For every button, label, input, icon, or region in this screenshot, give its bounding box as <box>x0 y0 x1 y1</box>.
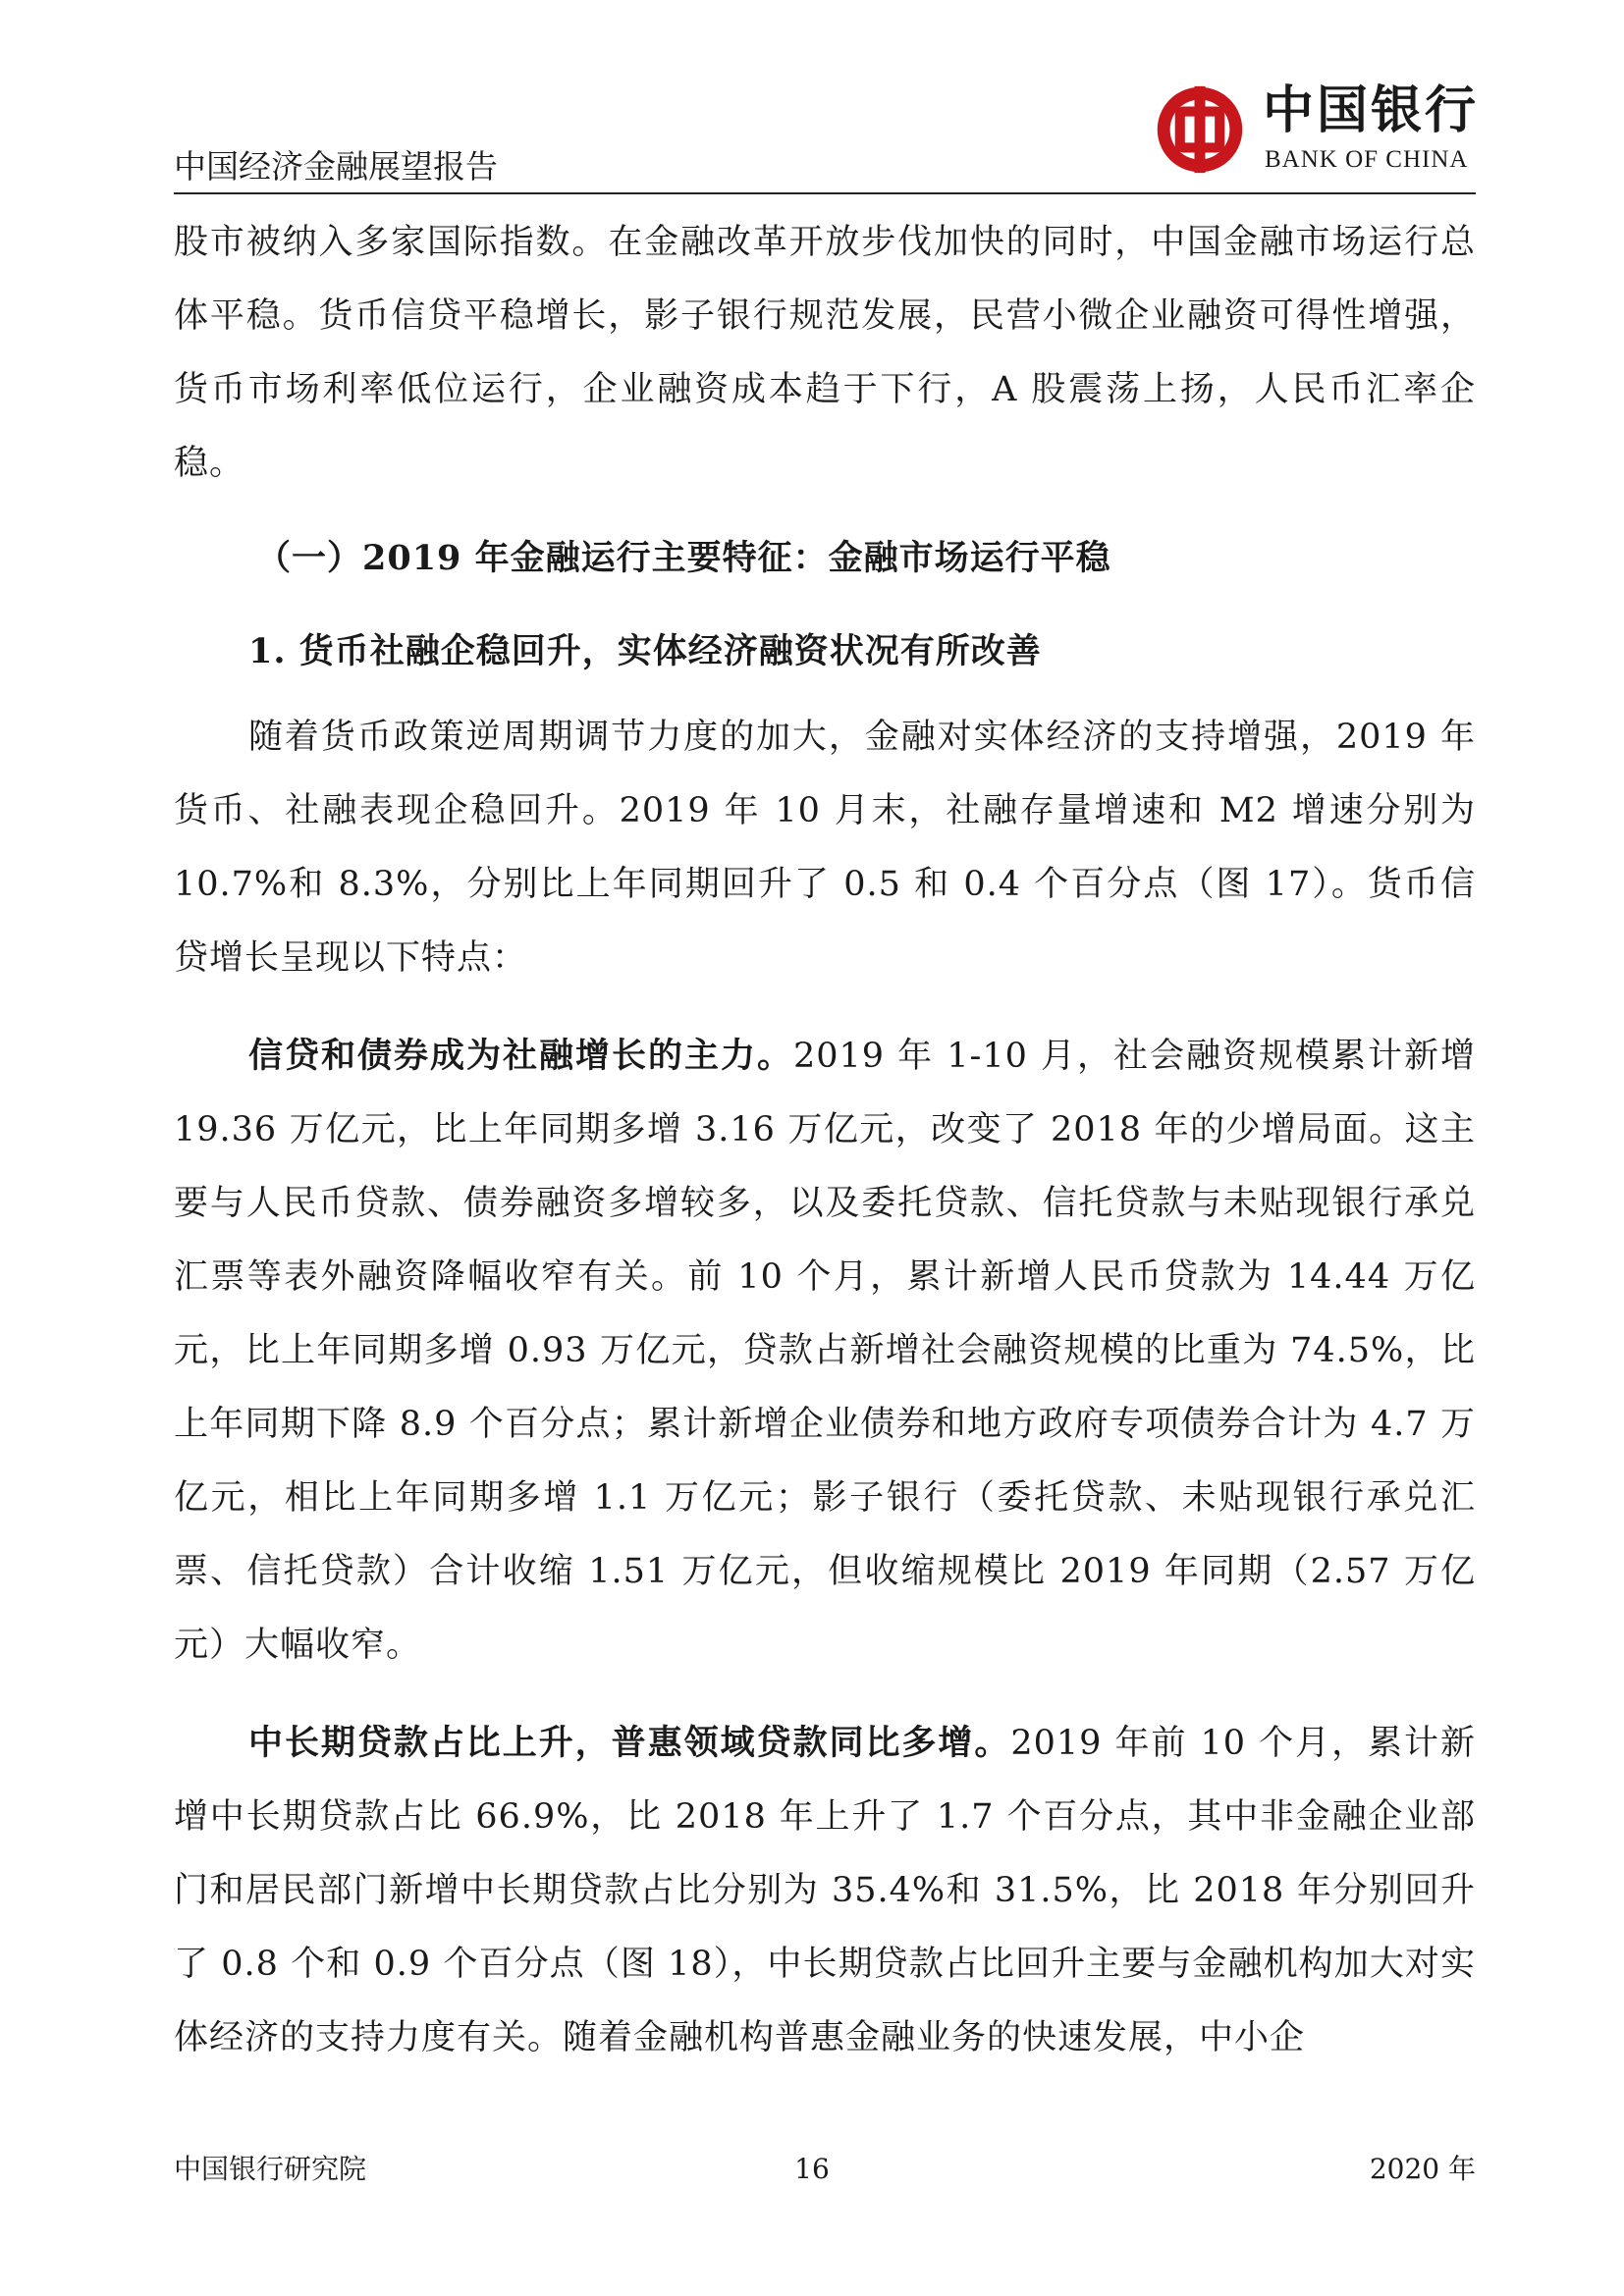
paragraph-3 <box>174 1706 1476 2075</box>
bank-logo <box>1155 80 1479 179</box>
paragraph-2-lead: 信贷和债券成为社融增长的主力。 <box>248 1036 793 1076</box>
footer-year: 2020 年 <box>1369 2153 1476 2185</box>
footer-page-number: 16 <box>794 2153 830 2185</box>
section-heading: （一）2019 年金融运行主要特征：金融市场运行平稳 <box>256 538 1111 578</box>
intro-paragraph: 股市被纳入多家国际指数。在金融改革开放步伐加快的同时，中国金融市场运行总体平稳。货币信贷平稳增长，影子银行规范发展，民营小微企业融资可得性增强，货币市场利率低位运行，企业融资成本趋于下行，A 股震荡上扬，人民币汇率企稳。 <box>174 223 1476 483</box>
paragraph-3-lead: 中长期贷款占比上升，普惠领域贷款同比多增。 <box>248 1723 1011 1763</box>
paragraph-3-body: 2019 年前 10 个月，累计新增中长期贷款占比 66.9%，比 2018 年上升了 1.7 个百分点，其中非金融企业部门和居民部门新增中长期贷款占比分别为 35.4%和 31.5%，比 2018 年分别回升了 0.8 个和 0.9 个百分点（图 18），中长期贷款占比回升主要与金融机构加大对实体经济的支持力度有关。随着金融机构普惠金融业务的快速发展，中小企 <box>174 1724 1476 2057</box>
paragraph-2-body: 2019 年 1-10 月，社会融资规模累计新增 19.36 万亿元，比上年同期多增 3.16 万亿元，改变了 2018 年的少增局面。这主要与人民币贷款、债券融资多增较多，以及委托贷款、信托贷款与未贴现银行承兑汇票等表外融资降幅收窄有关。前 10 个月，累计新增人民币贷款为 14.44 万亿元，比上年同期多增 0.93 万亿元，贷款占新增社会融资规模的比重为 74.5%，比上年同期下降 8.9 个百分点；累计新增企业债券和地方政府专项债券合计为 4.7 万亿元，相比上年同期多增 1.1 万亿元；影子银行（委托贷款、未贴现银行承兑汇票、信托贷款）合计收缩 1.51 万亿元，但收缩规模比 2019 年同期（2.57 万亿元）大幅收窄。 <box>174 1037 1476 1665</box>
header-divider <box>174 192 1476 194</box>
subsection-heading: 1. 货币社融企稳回升，实体经济融资状况有所改善 <box>248 631 1042 671</box>
paragraph-2 <box>174 1019 1476 1682</box>
bank-of-china-emblem-icon <box>1155 84 1245 175</box>
logo-english-name: BANK OF CHINA <box>1265 146 1469 173</box>
page-body <box>174 206 1476 2075</box>
report-title: 中国经济金融展望报告 <box>174 147 498 186</box>
footer-institution: 中国银行研究院 <box>174 2153 367 2185</box>
paragraph-1: 随着货币政策逆周期调节力度的加大，金融对实体经济的支持增强，2019 年货币、社融表现企稳回升。2019 年 10 月末，社融存量增速和 M2 增速分别为 10.7%和 8.3%，分别比上年同期回升了 0.5 和 0.4 个百分点（图 17）。货币信贷增长呈现以下特点： <box>174 718 1476 978</box>
logo-chinese-name: 中国银行 <box>1263 80 1480 140</box>
